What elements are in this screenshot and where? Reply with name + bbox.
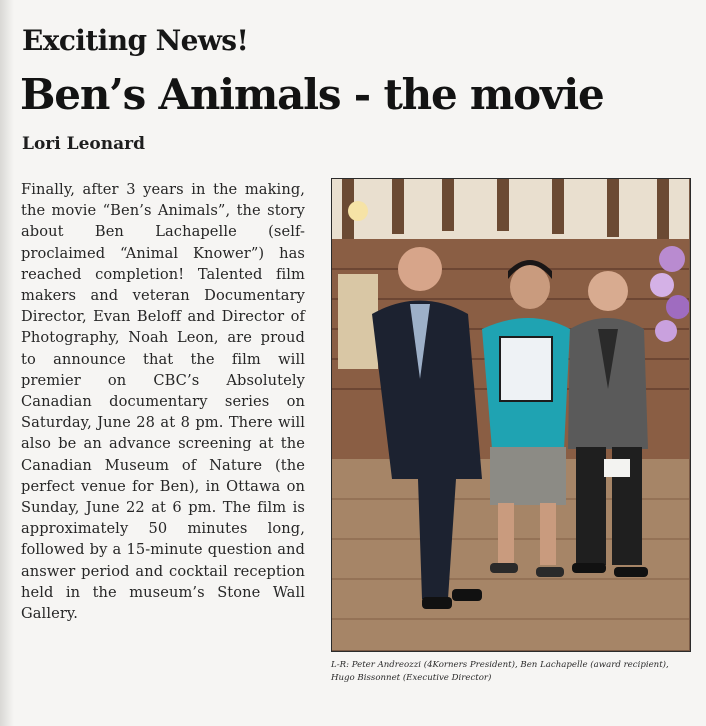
article-photo xyxy=(331,178,691,652)
article-kicker: Exciting News! xyxy=(22,24,249,57)
article-body: Finally, after 3 years in the making, the movie “Ben’s Animals”, the story about Ben Lachapelle (self-proclaimed “Animal Knower”) has reached completion! Talented film makers and veteran Documentary Director, Evan Beloff and Director of Photography, Noah Leon, are proud to announce that the film will premier on CBC’s Absolutely Canadian documentary series on Saturday, June 28 at 8 pm. There will also be an advance screening at the Canadian Museum of Nature (the perfect venue for Ben), in Ottawa on Sunday, June 22 at 6 pm. The film is approximately 50 minutes long, followed by a 15-minute question and answer period and cocktail reception held in the museum’s Stone Wall Gallery. xyxy=(21,181,305,623)
page-edge-shadow xyxy=(0,0,14,726)
article-byline: Lori Leonard xyxy=(22,134,145,154)
photo-caption: L-R: Peter Andreozzi (4Korners President), Ben Lachapelle (award recipient), Hugo Bissonnet (Executive Director) xyxy=(331,660,669,683)
article-headline: Ben’s Animals - the movie xyxy=(20,70,604,119)
photo-illustration xyxy=(332,179,689,650)
